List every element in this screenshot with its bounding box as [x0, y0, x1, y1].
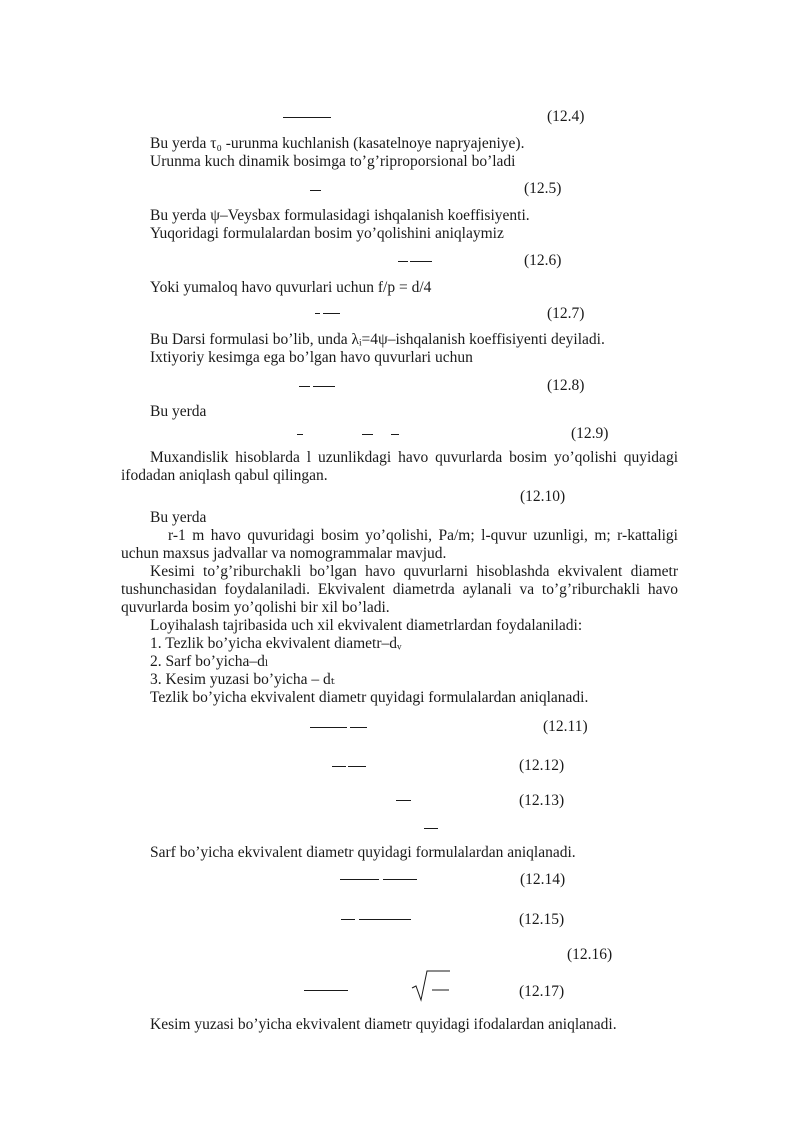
body-line: Urunma kuch dinamik bosimga to’g’riproporsional bo’ladi — [150, 153, 516, 170]
fraction-bar — [313, 386, 335, 387]
body-line: Bu yerda — [150, 509, 207, 526]
body-line: Bu yerda τ₀ -urunma kuchlanish (kasatelnoye napryajeniye). — [150, 135, 525, 152]
fraction-bar — [297, 434, 303, 435]
paragraph-line: Kesimi to’g’riburchakli bo’lgan havo quvurlarni hisoblashda ekvivalent diametr — [150, 563, 678, 580]
body-line: Yuqoridagi formulalardan bosim yo’qolishini aniqlaymiz — [150, 225, 504, 242]
equation-number: (12.7) — [547, 305, 585, 322]
fraction-bar — [304, 990, 348, 991]
list-item: 2. Sarf bo’yicha–dₗ — [150, 653, 269, 670]
equation-number: (12.16) — [567, 946, 613, 963]
fraction-bar — [283, 117, 331, 118]
paragraph-line: uchun maxsus jadvallar va nomogrammalar mavjud. — [121, 545, 447, 562]
fraction-bar — [391, 434, 399, 435]
body-line: Sarf bo’yicha ekvivalent diametr quyidagi formulalardan aniqlanadi. — [150, 844, 576, 861]
fraction-bar — [332, 766, 346, 767]
equation-number: (12.15) — [519, 911, 565, 928]
fraction-bar — [410, 261, 432, 262]
fraction-bar — [383, 879, 417, 880]
paragraph-line: Muxandislik hisoblarda l uzunlikdagi havo quvurlarda bosim yo’qolishi quyidagi — [150, 449, 678, 466]
body-line: Bu yerda ψ–Veysbax formulasidagi ishqalanish koeffisiyenti. — [150, 207, 530, 224]
paragraph-line: ifodadan aniqlash qabul qilingan. — [121, 467, 328, 484]
body-line: Bu yerda — [150, 403, 207, 420]
body-line: Kesim yuzasi bo’yicha ekvivalent diametr quyidagi ifodalardan aniqlanadi. — [150, 1016, 617, 1033]
fraction-bar — [340, 879, 379, 880]
body-line: Tezlik bo’yicha ekvivalent diametr quyidagi formulalardan aniqlanadi. — [150, 689, 589, 706]
fraction-bar — [424, 828, 438, 829]
body-line: Bu Darsi formulasi bo’lib, unda λᵢ=4ψ–ishqalanish koeffisiyenti deyiladi. — [150, 331, 605, 348]
fraction-bar — [315, 313, 320, 314]
list-item: 1. Tezlik bo’yicha ekvivalent diametr–dᵥ — [150, 635, 402, 652]
fraction-bar — [310, 190, 321, 191]
equation-number: (12.9) — [571, 425, 609, 442]
paragraph-line: quvurlarda bosim yo’qolishi bir xil bo’ladi. — [121, 599, 390, 616]
equation-number: (12.6) — [524, 252, 562, 269]
equation-number: (12.17) — [519, 983, 565, 1000]
fraction-bar — [396, 800, 411, 801]
fraction-bar — [350, 727, 367, 728]
list-item: 3. Kesim yuzasi bo’yicha – dₜ — [150, 671, 335, 688]
equation-number: (12.11) — [543, 718, 588, 735]
fraction-bar — [398, 261, 408, 262]
paragraph-line: r-1 m havo quvuridagi bosim yo’qolishi, Pa/m; l-quvur uzunligi, m; r-kattaligi — [168, 527, 678, 544]
equation-number: (12.5) — [524, 180, 562, 197]
equation-number: (12.14) — [520, 871, 566, 888]
body-line: Yoki yumaloq havo quvurlari uchun f/p = d/4 — [150, 279, 432, 296]
fraction-bar — [362, 434, 373, 435]
equation-number: (12.4) — [547, 108, 585, 125]
equation-number: (12.8) — [547, 377, 585, 394]
equation-number: (12.10) — [520, 488, 566, 505]
fraction-bar — [359, 919, 411, 920]
fraction-bar — [299, 386, 310, 387]
fraction-bar — [348, 766, 366, 767]
fraction-bar — [341, 919, 355, 920]
equation-number: (12.13) — [519, 792, 565, 809]
square-root-symbol — [410, 968, 452, 1004]
body-line: Ixtiyoriy kesimga ega bo’lgan havo quvurlari uchun — [150, 349, 473, 366]
equation-number: (12.12) — [519, 757, 565, 774]
fraction-bar — [310, 727, 347, 728]
fraction-bar — [323, 313, 340, 314]
paragraph-line: tushunchasidan foydalaniladi. Ekvivalent diametrda aylanali va to’g’riburchakli havo — [121, 581, 678, 598]
body-line: Loyihalash tajribasida uch xil ekvivalent diametrlardan foydalaniladi: — [150, 617, 583, 634]
